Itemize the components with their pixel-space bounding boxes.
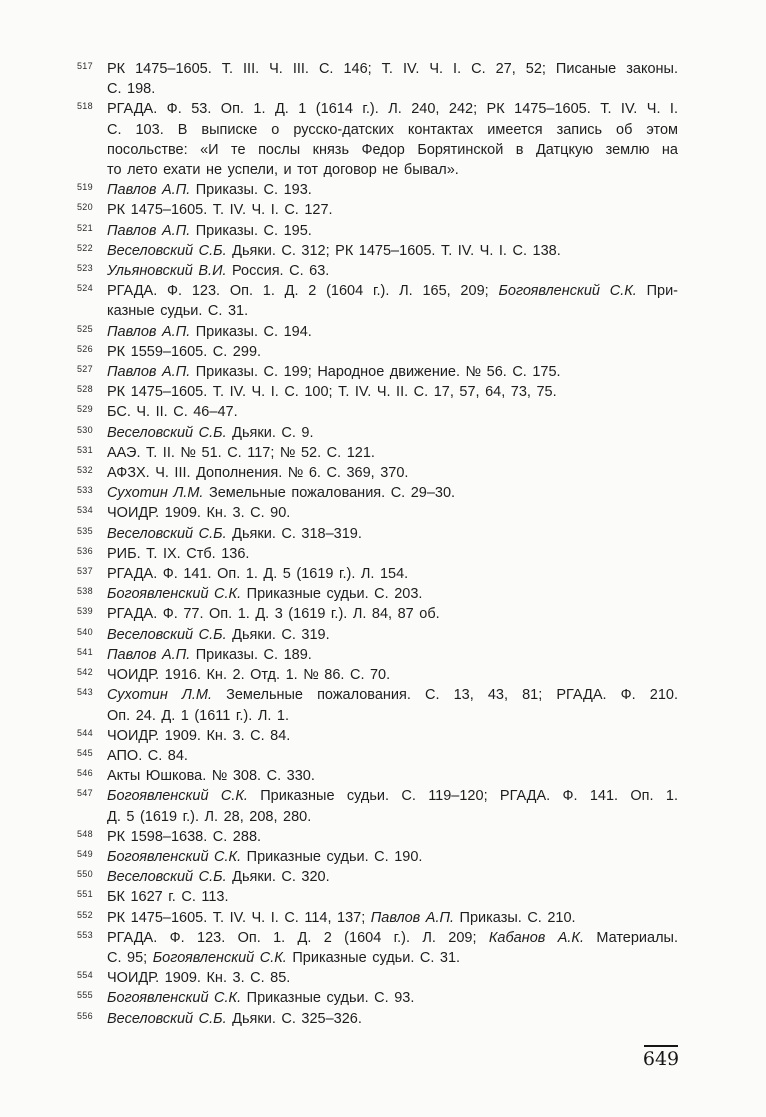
endnote-line [107, 160, 678, 180]
endnote [77, 443, 678, 463]
author-name: Богоявленский С.К. [498, 283, 637, 300]
author-name: Сухотин Л.М. [107, 687, 213, 704]
author-name: Ульяновский В.И. [107, 263, 227, 280]
endnote-text [107, 544, 678, 564]
endnote-line [107, 625, 678, 645]
endnote-number: 527 [77, 364, 93, 375]
endnote-text [107, 988, 678, 1008]
citation-text: При- [636, 283, 679, 300]
citation-text: Дьяки. С. 312; РК 1475–1605. Т. IV. Ч. I. С. 138. [226, 242, 561, 259]
citation-text: Оп. 24. Д. 1 (1611 г.). Л. 1. [107, 707, 289, 724]
endnote-number: 525 [77, 323, 93, 334]
citation-text: РК 1475–1605. Т. IV. Ч. I. С. 100; Т. IV. Ч. II. С. 17, 57, 64, 73, 75. [107, 384, 557, 401]
endnote [77, 463, 678, 483]
citation-text: РГАДА. Ф. 53. Оп. 1. Д. 1 (1614 г.). Л. 240, 242; РК 1475–1605. Т. IV. Ч. I. [107, 101, 678, 118]
endnote [77, 625, 678, 645]
endnote-line [107, 382, 678, 402]
endnote-number: 532 [77, 465, 93, 476]
endnote-text [107, 604, 678, 624]
citation-text: Материалы. [583, 929, 678, 946]
endnote-number: 518 [77, 101, 93, 112]
endnote [77, 766, 678, 786]
endnote-line [107, 645, 678, 665]
citation-text: Дьяки. С. 318–319. [226, 525, 362, 542]
endnote-line [107, 301, 678, 321]
citation-text: ЧОИДР. 1916. Кн. 2. Отд. 1. № 86. С. 70. [107, 667, 391, 684]
endnote-line [107, 867, 678, 887]
endnote-line [107, 423, 678, 443]
endnote-number: 545 [77, 747, 93, 758]
citation-text: Приказы. С. 193. [190, 182, 312, 199]
endnote [77, 200, 678, 220]
citation-text: АФЗХ. Ч. III. Дополнения. № 6. С. 369, 370. [107, 465, 409, 482]
author-name: Павлов А.П. [107, 323, 191, 340]
endnote-text [107, 584, 678, 604]
endnote-text [107, 908, 678, 928]
endnote-line [107, 463, 678, 483]
endnote-text [107, 786, 678, 826]
endnote [77, 1009, 678, 1029]
endnote-line [107, 786, 678, 806]
citation-text: Земельные пожалования. С. 13, 43, 81; РГАДА. Ф. 210. [212, 687, 678, 704]
endnote-text [107, 59, 678, 99]
endnote [77, 281, 679, 321]
author-name: Сухотин Л.М. [107, 485, 204, 502]
endnote-text [107, 483, 678, 503]
author-name: Веселовский С.Б. [107, 424, 227, 441]
citation-text: Дьяки. С. 325–326. [226, 1010, 362, 1027]
page-number-rule [644, 1045, 678, 1047]
endnote [77, 726, 678, 746]
endnote-line [107, 200, 678, 220]
endnote-text [107, 1009, 678, 1029]
endnote-line [107, 746, 678, 766]
endnote [77, 524, 678, 544]
citation-text: Д. 5 (1619 г.). Л. 28, 208, 280. [107, 808, 312, 825]
author-name: Богоявленский С.К. [107, 788, 248, 805]
citation-text: Россия. С. 63. [226, 263, 330, 280]
endnote-number: 524 [77, 283, 93, 294]
endnote-number: 520 [77, 202, 93, 213]
endnote-line [107, 443, 678, 463]
endnote-text [107, 726, 678, 746]
endnote-number: 529 [77, 404, 93, 415]
endnote-text [107, 766, 678, 786]
endnote [77, 887, 678, 907]
endnote-line [107, 120, 678, 140]
endnote-text [107, 625, 678, 645]
endnote-line [107, 322, 678, 342]
endnote-line [107, 241, 678, 261]
endnote-text [107, 685, 678, 725]
endnote-number: 530 [77, 424, 93, 435]
endnote-number: 543 [77, 687, 93, 698]
endnote-number: 528 [77, 384, 93, 395]
citation-text: РГАДА. Ф. 77. Оп. 1. Д. 3 (1619 г.). Л. 84, 87 об. [107, 606, 440, 623]
endnote-text [107, 564, 678, 584]
endnote-line [107, 726, 678, 746]
author-name: Богоявленский С.К. [107, 586, 242, 603]
citation-text: БС. Ч. II. С. 46–47. [107, 404, 238, 421]
endnote-line [107, 887, 678, 907]
citation-text: РГАДА. Ф. 123. Оп. 1. Д. 2 (1604 г.). Л. 209; [107, 929, 489, 946]
endnote-number: 552 [77, 909, 93, 920]
author-name: Павлов А.П. [107, 222, 191, 239]
endnote-text [107, 261, 678, 281]
citation-text: Приказы. С. 194. [190, 323, 312, 340]
endnote-line [107, 59, 678, 79]
endnote-number: 555 [77, 990, 93, 1001]
endnote-number: 533 [77, 485, 93, 496]
endnote-line [107, 807, 678, 827]
endnote-number: 526 [77, 343, 93, 354]
endnote-text [107, 928, 678, 968]
endnote [77, 645, 678, 665]
citation-text: С. 198. [107, 81, 156, 98]
endnote [77, 604, 678, 624]
endnote-line [107, 665, 678, 685]
endnote-text [107, 443, 678, 463]
endnote-line [107, 402, 678, 422]
endnote [77, 342, 678, 362]
citation-text: РК 1598–1638. С. 288. [107, 828, 262, 845]
endnote-line [107, 483, 678, 503]
citation-text: РК 1475–1605. Т. III. Ч. III. С. 146; Т. IV. Ч. I. С. 27, 52; Писаные законы. [107, 61, 678, 77]
endnote-text [107, 423, 678, 443]
endnote-text [107, 867, 678, 887]
endnote-line [107, 180, 678, 200]
citation-text: Приказные судьи. С. 119–120; РГАДА. Ф. 141. Оп. 1. [247, 788, 678, 805]
endnote-line [107, 281, 678, 301]
author-name: Веселовский С.Б. [107, 525, 227, 542]
endnote-text [107, 887, 678, 907]
endnote-line [107, 685, 678, 705]
endnote-line [107, 79, 678, 99]
citation-text: Дьяки. С. 320. [226, 869, 330, 886]
endnote-number: 517 [77, 61, 93, 71]
endnote-text [107, 281, 678, 321]
endnote-number: 538 [77, 586, 93, 597]
endnote [77, 544, 678, 564]
endnote [77, 221, 678, 241]
endnote-line [107, 706, 678, 726]
endnote-line [107, 342, 678, 362]
endnote [77, 867, 678, 887]
citation-text: Приказы. С. 199; Народное движение. № 56. С. 175. [190, 364, 561, 381]
endnote-number: 539 [77, 606, 93, 617]
citation-text: Земельные пожалования. С. 29–30. [203, 485, 456, 502]
author-name: Богоявленский С.К. [107, 848, 242, 865]
citation-text: Приказные судьи. С. 190. [241, 848, 423, 865]
endnote-line [107, 988, 678, 1008]
endnote [77, 564, 678, 584]
endnote-number: 546 [77, 768, 93, 779]
endnote-number: 553 [77, 929, 93, 940]
endnote-number: 541 [77, 646, 93, 657]
citation-text: ЧОИДР. 1909. Кн. 3. С. 90. [107, 505, 291, 522]
endnote-line [107, 524, 678, 544]
citation-text: РК 1475–1605. Т. IV. Ч. I. С. 127. [107, 202, 333, 219]
endnote-text [107, 180, 678, 200]
endnote-line [107, 99, 678, 119]
endnote-text [107, 402, 678, 422]
endnote [77, 988, 678, 1008]
endnote-line [107, 847, 678, 867]
endnote [77, 180, 678, 200]
endnote-line [107, 827, 678, 847]
citation-text: РГАДА. Ф. 141. Оп. 1. Д. 5 (1619 г.). Л. 154. [107, 566, 409, 583]
endnote [77, 423, 678, 443]
endnote-text [107, 746, 678, 766]
endnote-number: 547 [77, 788, 93, 799]
endnote-line [107, 928, 678, 948]
citation-text: ААЭ. Т. II. № 51. С. 117; № 52. С. 121. [107, 444, 375, 461]
endnote-number: 554 [77, 970, 93, 981]
endnote-text [107, 342, 678, 362]
citation-text: С. 103. В выписке о русско-датских контактах имеется запись об этом [107, 121, 678, 138]
endnote-number: 521 [77, 222, 93, 233]
author-name: Веселовский С.Б. [107, 869, 227, 886]
citation-text: Приказы. С. 210. [454, 909, 576, 926]
endnote-text [107, 382, 678, 402]
endnote [77, 362, 678, 382]
endnote [77, 786, 678, 826]
endnote-text [107, 241, 678, 261]
citation-text: Акты Юшкова. № 308. С. 330. [107, 768, 315, 785]
citation-text: РК 1475–1605. Т. IV. Ч. I. С. 114, 137; [107, 909, 371, 926]
endnote [77, 503, 678, 523]
endnote [77, 827, 678, 847]
endnote-text [107, 847, 678, 867]
endnote-line [107, 362, 678, 382]
endnote [77, 908, 678, 928]
endnote [77, 847, 678, 867]
endnote-text [107, 665, 678, 685]
endnote-line [107, 503, 678, 523]
endnote-text [107, 645, 678, 665]
citation-text: Дьяки. С. 9. [226, 424, 314, 441]
author-name: Павлов А.П. [107, 646, 191, 663]
citation-text: Приказы. С. 189. [190, 646, 312, 663]
author-name: Павлов А.П. [370, 909, 455, 926]
citation-text: Дьяки. С. 319. [226, 626, 330, 643]
endnote [77, 322, 678, 342]
author-name: Кабанов А.К. [488, 929, 584, 946]
endnote-text [107, 503, 678, 523]
endnote [77, 261, 678, 281]
endnote-text [107, 827, 678, 847]
endnote-line [107, 261, 678, 281]
endnote-line [107, 908, 678, 928]
endnote-number: 556 [77, 1010, 93, 1021]
endnote-number: 531 [77, 444, 93, 455]
citation-text: Приказные судьи. С. 31. [286, 949, 461, 966]
citation-text: ЧОИДР. 1909. Кн. 3. С. 84. [107, 727, 291, 744]
endnote-number: 522 [77, 242, 93, 253]
endnote-text [107, 99, 678, 180]
endnote-text [107, 362, 678, 382]
author-name: Веселовский С.Б. [107, 1010, 227, 1027]
citation-text: Приказы. С. 195. [190, 222, 312, 239]
endnote-number: 548 [77, 828, 93, 839]
endnote-text [107, 968, 678, 988]
author-name: Павлов А.П. [107, 364, 191, 381]
endnote-text [107, 322, 678, 342]
endnotes-list [77, 59, 679, 1029]
endnote-number: 550 [77, 869, 93, 880]
endnote-number: 540 [77, 626, 93, 637]
endnote [77, 665, 678, 685]
endnote [77, 746, 678, 766]
endnote-line [107, 221, 678, 241]
endnote-line [107, 948, 678, 968]
endnote [77, 483, 678, 503]
citation-text: то лето ехати не успели, и тот договор не бывал». [107, 162, 459, 179]
endnote-text [107, 463, 678, 483]
endnote-number: 519 [77, 182, 93, 193]
citation-text: ЧОИДР. 1909. Кн. 3. С. 85. [107, 970, 291, 987]
endnote-number: 535 [77, 525, 93, 536]
author-name: Веселовский С.Б. [107, 626, 227, 643]
endnote-number: 534 [77, 505, 93, 516]
endnote [77, 685, 678, 725]
author-name: Богоявленский С.К. [107, 990, 242, 1007]
endnote-number: 549 [77, 848, 93, 859]
endnote-line [107, 564, 678, 584]
endnote-number: 537 [77, 566, 93, 577]
endnote [77, 241, 678, 261]
endnote [77, 402, 678, 422]
endnote-line [107, 584, 678, 604]
endnote [77, 968, 678, 988]
endnote-number: 523 [77, 263, 93, 274]
endnote [77, 584, 678, 604]
citation-text: казные судьи. С. 31. [107, 303, 249, 320]
endnote [77, 99, 678, 180]
endnote-number: 536 [77, 545, 93, 556]
endnote [77, 382, 678, 402]
author-name: Богоявленский С.К. [152, 949, 287, 966]
endnote-number: 551 [77, 889, 93, 900]
endnote-text [107, 221, 678, 241]
citation-text: посольстве: «И те послы князь Федор Борятинской в Датцкую землю на [107, 141, 678, 158]
endnote-text [107, 524, 678, 544]
citation-text: РК 1559–1605. С. 299. [107, 343, 262, 360]
author-name: Веселовский С.Б. [107, 242, 227, 259]
endnote [77, 928, 678, 968]
citation-text: АПО. С. 84. [107, 747, 188, 764]
citation-text: С. 95; [107, 949, 153, 966]
endnote [77, 59, 678, 99]
endnote-text [107, 200, 678, 220]
citation-text: РГАДА. Ф. 123. Оп. 1. Д. 2 (1604 г.). Л. 165, 209; [107, 283, 499, 300]
endnote-line [107, 1009, 678, 1029]
citation-text: Приказные судьи. С. 93. [241, 990, 415, 1007]
citation-text: БК 1627 г. С. 113. [107, 889, 229, 906]
author-name: Павлов А.П. [107, 182, 191, 199]
endnote-line [107, 140, 678, 160]
citation-text: Приказные судьи. С. 203. [241, 586, 423, 603]
endnote-line [107, 604, 678, 624]
endnote-line [107, 544, 678, 564]
endnote-line [107, 766, 678, 786]
endnote-number: 544 [77, 727, 93, 738]
endnote-number: 542 [77, 667, 93, 678]
page-number: 649 [642, 1048, 680, 1070]
citation-text: РИБ. Т. IX. Стб. 136. [107, 545, 250, 562]
endnote-line [107, 968, 678, 988]
